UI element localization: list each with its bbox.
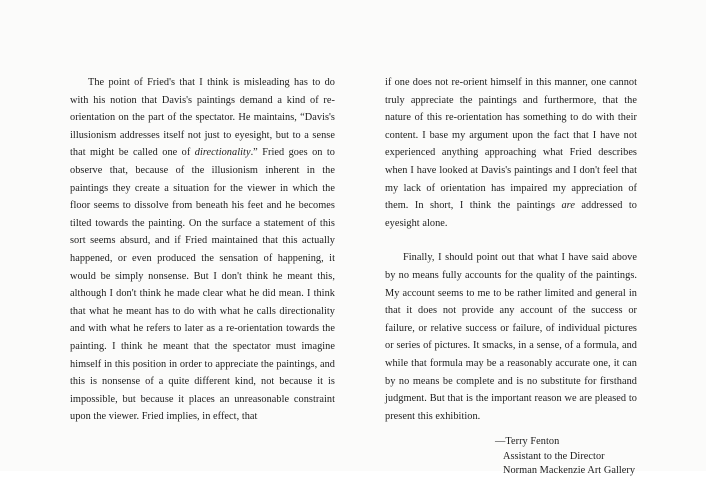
signature-name: —Terry Fenton bbox=[495, 436, 560, 448]
paragraph-text: The point of Fried's that I think is misleading has to do with his notion that Davis's paintings demand a kind of re-orientation on the part of the spectator. He maintains, “Davis's illusionism addresses itself not just to eyesight, but to a sense that might be called one of bbox=[70, 77, 335, 159]
body-paragraph-continued bbox=[385, 74, 637, 232]
paragraph-text: .” Fried goes on to observe that, because of the illusionism inherent in the paintings they create a situation for the viewer in which the floor seems to dissolve from beneath his feet and he becomes tilted towards the painting. On the surface a statement of this sort seems absurd, and if Fried maintained that this actually happened, or even produced the sensation of happening, it would be simply nonsense. But I don't think he meant this, although I don't think he made clear what he did mean. I think that what he meant has to do with what he calls directionality and with what he refers to later as a re-orientation towards the painting. I think he meant that the spectator must imagine himself in this position in order to appreciate the paintings, and this is nonsense of a quite different kind, not because it is impossible, but because it places an unreasonable constraint upon the viewer. Fried implies, in effect, that bbox=[70, 147, 336, 423]
signature-title: Assistant to the Director bbox=[503, 450, 605, 462]
left-text-column bbox=[70, 74, 335, 426]
closing-paragraph: Finally, I should point out that what I have said above by no means fully accounts for the quality of the paintings. My account seems to me to be rather limited and general in that it does not provide any account of the success or failure, or relative success or failure, of individual pictures or series of pictures. It smacks, in a sense, of a formula, and while that formula may be a reasonably accurate one, it can by no means be complete and is no substitute for firsthand judgment. But that is the important reason we are pleased to present this exhibition. bbox=[385, 252, 637, 422]
signature-block bbox=[495, 435, 637, 479]
right-text-column bbox=[385, 74, 637, 479]
emphasized-word: directionality bbox=[194, 147, 251, 159]
paragraph-text: if one does not re-orient himself in this manner, one cannot truly appreciate the paintings and furthermore, that the nature of this re-orientation has something to do with their content. I base my argument upon the fact that I have not experienced anything approaching what Fried describes when I have looked at Davis's paintings and I don't feel that my lack of orientation has impaired my appreciation of them. In short, I think the paintings bbox=[385, 77, 637, 212]
paragraph-text: addressed to eyesight alone. bbox=[385, 200, 637, 229]
body-paragraph bbox=[70, 74, 335, 426]
emphasized-word: are bbox=[561, 200, 575, 212]
signature-organization: Norman Mackenzie Art Gallery bbox=[503, 465, 636, 477]
